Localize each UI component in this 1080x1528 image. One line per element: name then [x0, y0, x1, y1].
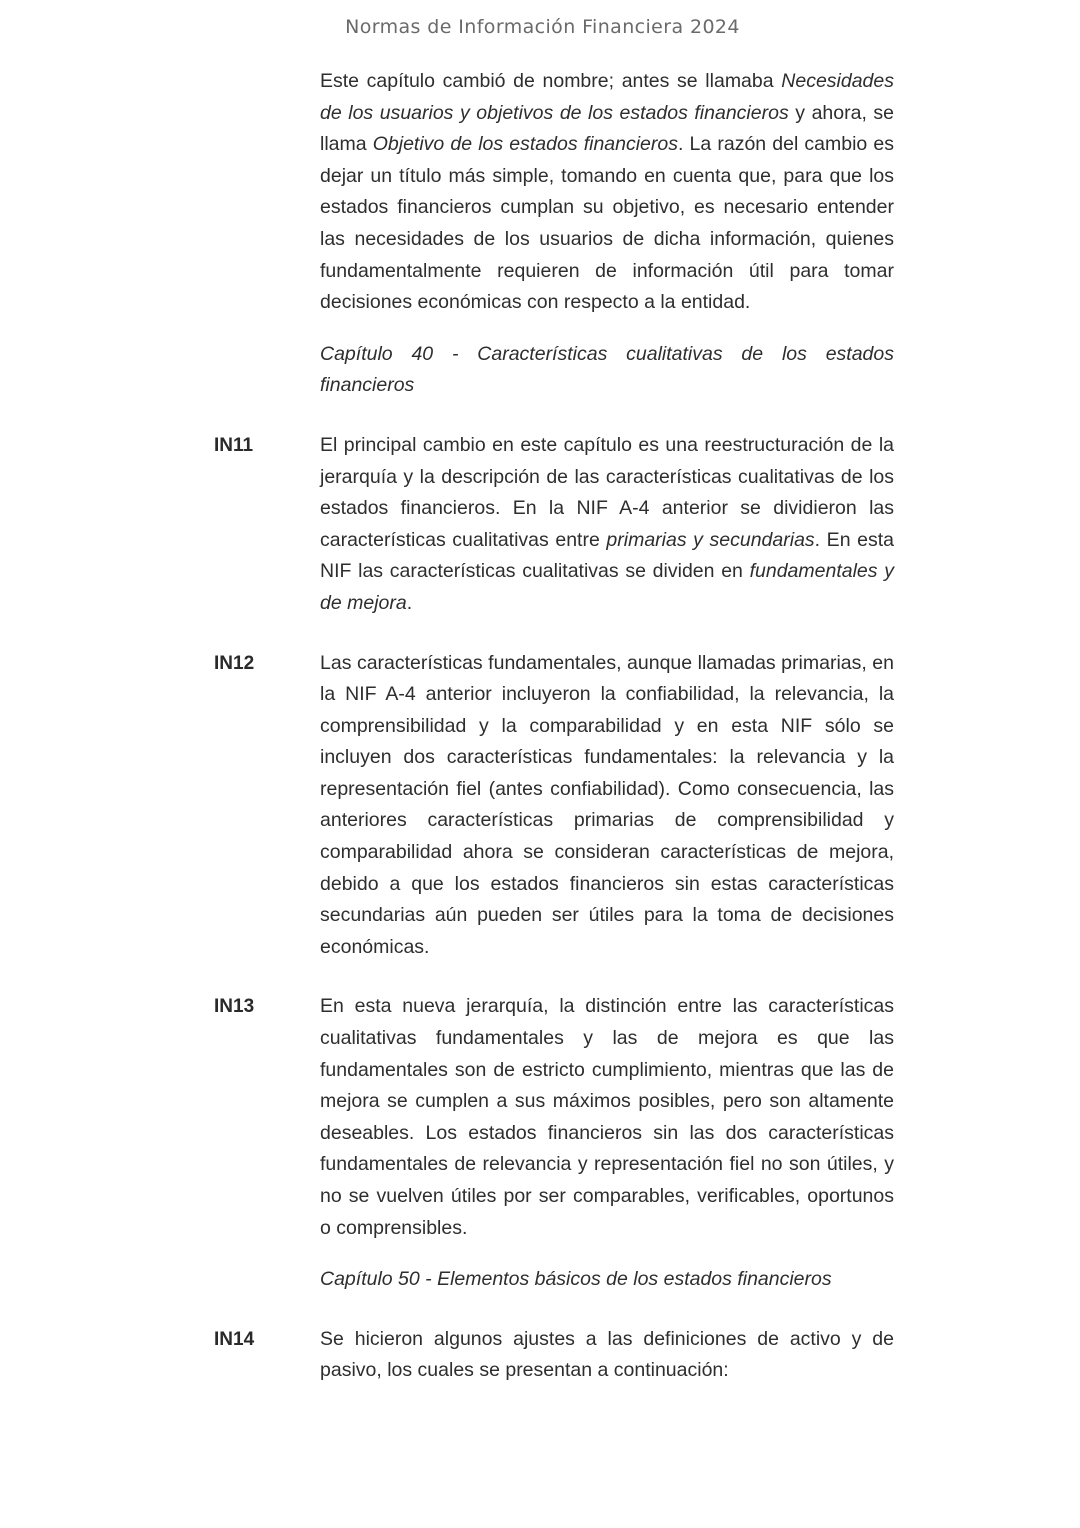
paragraph-text: El principal cambio en este capítulo es una reestructuración de la jerarquía y la descripción de las características cualitativas de los estados financieros. En la NIF A-4 anterior se dividieron las características cualitativas entre primarias y secundarias. En esta NIF las características cualitativas se dividen en fundamentales y de mejora.: [320, 433, 894, 614]
page-header: Normas de Información Financiera 2024: [345, 16, 740, 38]
paragraph-number: IN12: [214, 652, 255, 674]
paragraph-in12: [214, 648, 894, 964]
chapter-50-heading: Capítulo 50 - Elementos básicos de los estados financieros: [320, 1268, 832, 1291]
paragraph-text: En esta nueva jerarquía, la distinción entre las características cualitativas fundamentales y las de mejora es que las fundamentales son de estricto cumplimiento, mientras que las de mejora se cumplen a sus máximos posibles, pero son altamente deseables. Los estados financieros sin las dos características fundamentales de relevancia y representación fiel no son útiles, y no se vuelven útiles por ser comparables, verificables, oportunos o comprensibles.: [320, 995, 894, 1239]
paragraph-text: Las características fundamentales, aunque llamadas primarias, en la NIF A-4 anterior incluyeron la confiabilidad, la relevancia, la comprensibilidad y la comparabilidad y en esta NIF sólo se incluyen dos características fundamentales: la relevancia y la representación fiel (antes confiabilidad). Como consecuencia, las anteriores características primarias de comprensibilidad y comparabilidad ahora se consideran características de mejora, debido a que los estados financieros sin estas características secundarias aún pueden ser útiles para la toma de decisiones económicas.: [320, 651, 894, 958]
intro-text: Este capítulo cambió de nombre; antes se llamaba Necesidades de los usuarios y objetivos de los estados financieros y ahora, se llama Objetivo de los estados financieros. La razón del cambio es dejar un título más simple, tomando en cuenta que, para que los estados financieros cumplan su objetivo, es necesario entender las necesidades de los usuarios de dicha información, quienes fundamentalmente requieren de información útil para tomar decisiones económicas con respecto a la entidad.: [320, 70, 895, 314]
paragraph-in11: [214, 430, 894, 620]
paragraph-number: IN13: [214, 996, 255, 1018]
paragraph-text: Se hicieron algunos ajustes a las definiciones de activo y de pasivo, los cuales se presentan a continuación:: [320, 1327, 894, 1382]
chapter-40-heading: Capítulo 40 - Características cualitativas de los estados financieros: [320, 342, 894, 397]
paragraph-number: IN11: [214, 434, 254, 456]
paragraph-in14: [214, 1324, 894, 1387]
document-body: [214, 66, 894, 1387]
paragraph-in13: [214, 991, 894, 1244]
intro-paragraph: [214, 66, 894, 319]
paragraph-number: IN14: [214, 1328, 255, 1350]
